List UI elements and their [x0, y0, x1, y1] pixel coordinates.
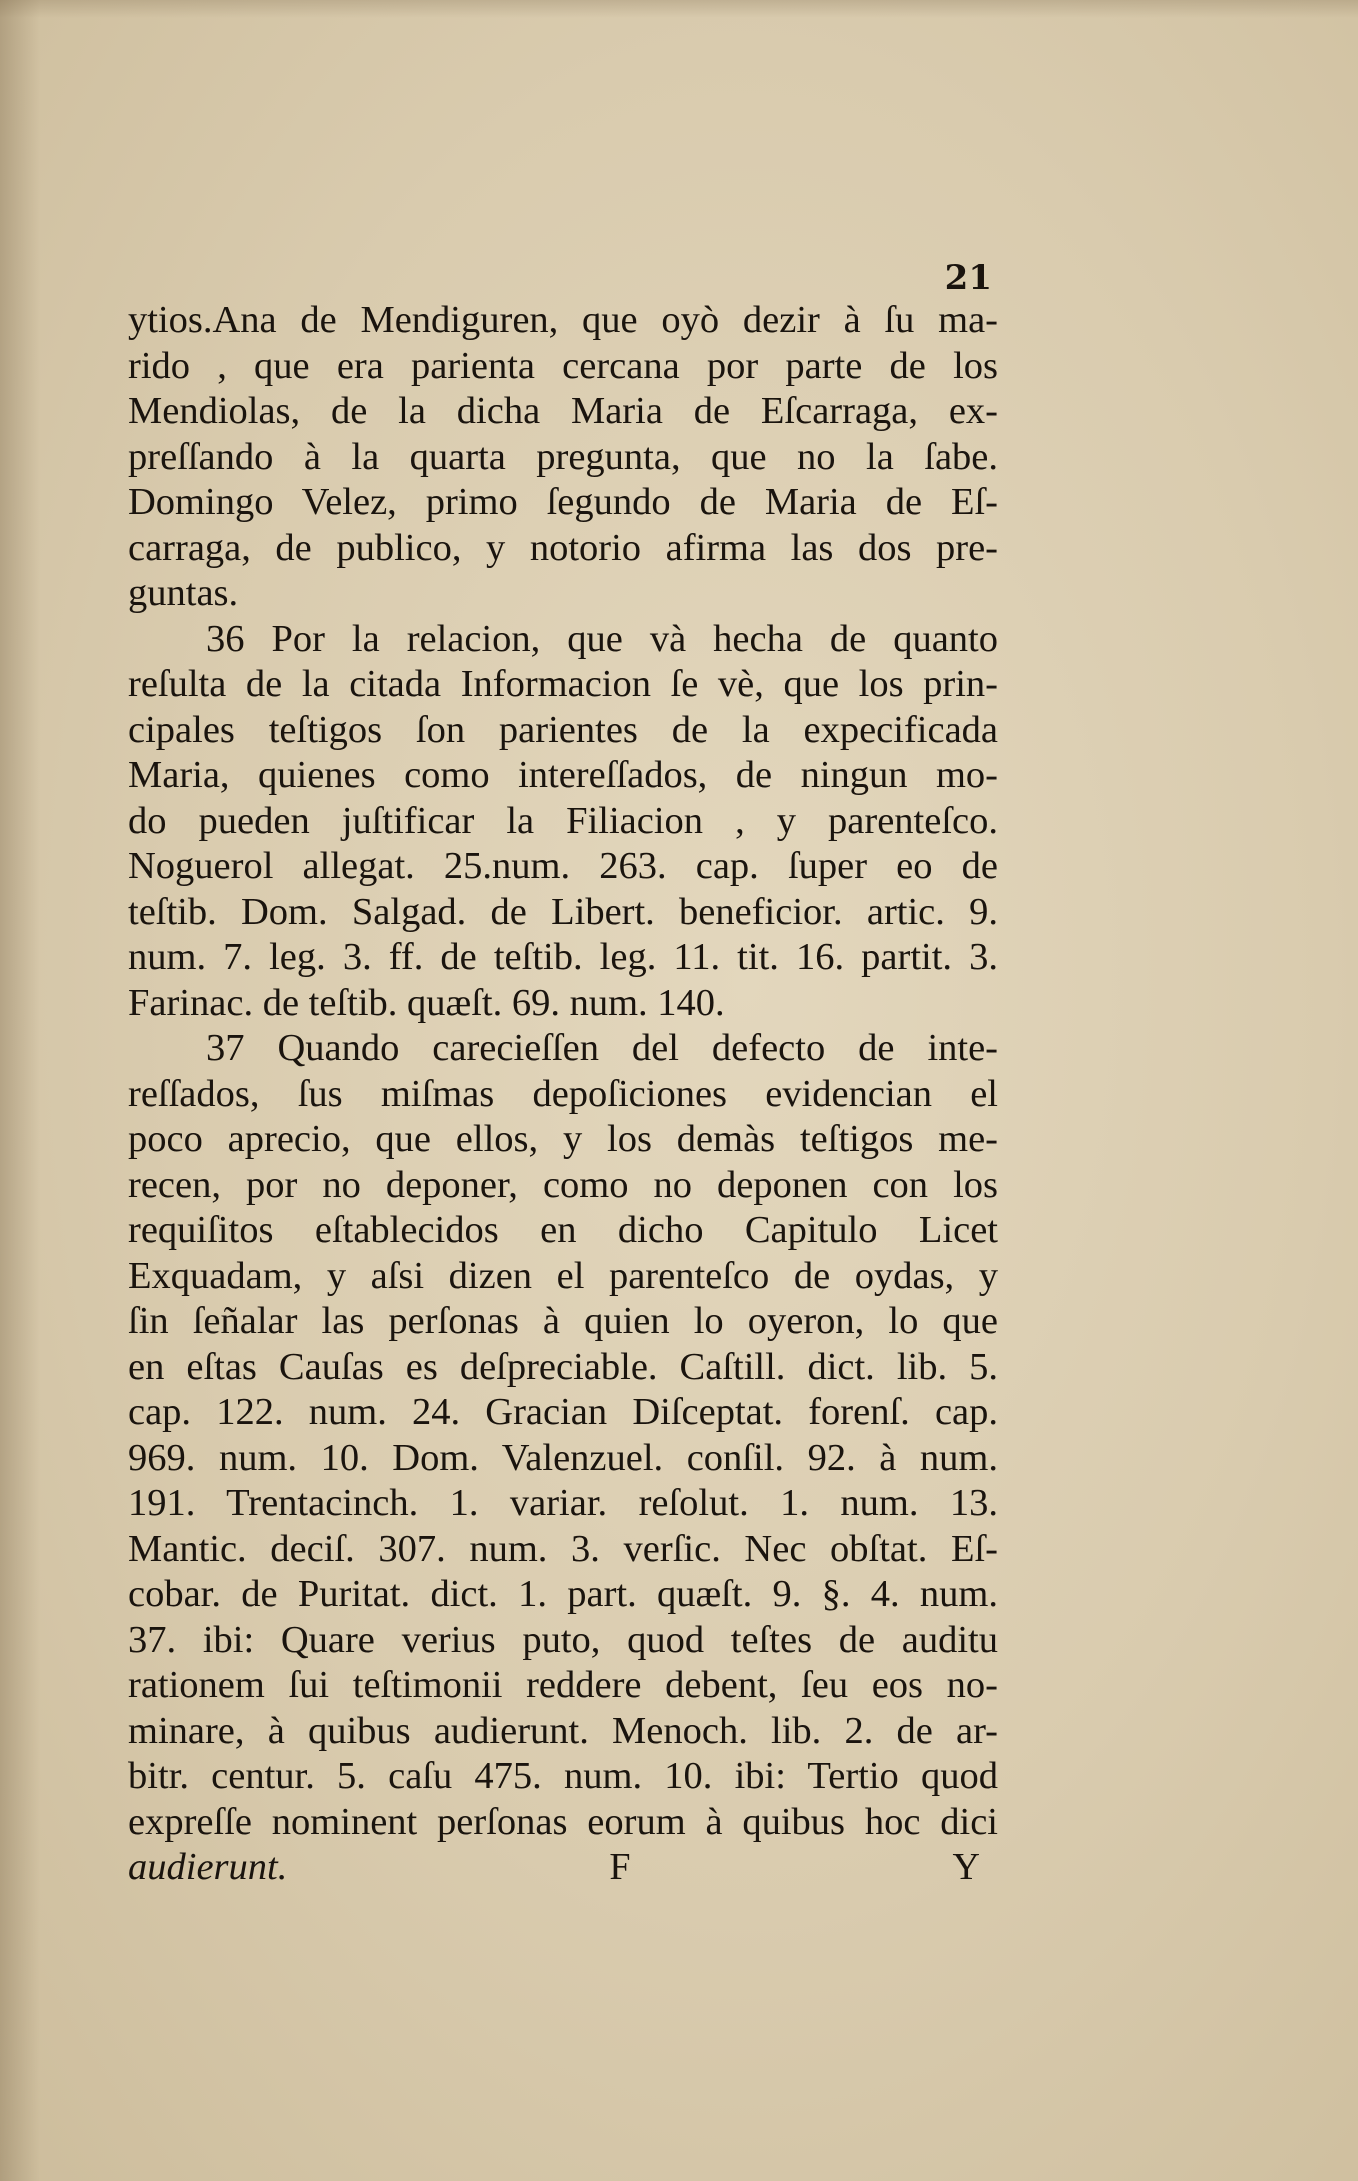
catchword: Y: [952, 1846, 980, 1888]
text-line: guntas.: [128, 572, 239, 614]
page-gutter-shadow: [0, 0, 40, 2181]
text-line: reſſados, ſus miſmas depoſiciones evidencian el: [128, 1072, 998, 1115]
text-line: expreſſe nominent perſonas eorum à quibus hoc dici: [128, 1800, 998, 1843]
text-line: poco aprecio, que ellos, y los demàs teſtigos me-: [128, 1118, 998, 1160]
signature-mark: F: [609, 1846, 631, 1888]
text-line: bitr. centur. 5. caſu 475. num. 10. ibi: Tertio quod: [128, 1755, 998, 1797]
paragraph-36-start: 36 Por la relacion, que và hecha de quanto: [206, 617, 998, 660]
text-line: Maria, quienes como intereſſados, de ningun mo-: [128, 754, 998, 796]
text-line: ſin ſeñalar las perſonas à quien lo oyeron, lo que: [128, 1300, 998, 1342]
final-word: audierunt.: [128, 1846, 288, 1888]
page-footer: [128, 1845, 998, 1891]
text-line: teſtib. Dom. Salgad. de Libert. beneficior. artic. 9.: [128, 890, 998, 933]
paragraph-37-start: 37 Quando carecieſſen del defecto de inte-: [206, 1027, 998, 1069]
text-line: num. 7. leg. 3. ff. de teſtib. leg. 11. tit. 16. partit. 3.: [128, 936, 998, 978]
text-line: Mendiolas, de la dicha Maria de Eſcarraga, ex-: [128, 390, 998, 432]
text-line: 37. ibi: Quare verius puto, quod teſtes de auditu: [128, 1618, 998, 1661]
text-line: do pueden juſtificar la Filiacion , y parenteſco.: [128, 799, 998, 842]
text-line: reſulta de la citada Informacion ſe vè, que los prin-: [128, 663, 998, 705]
text-line: preſſando à la quarta pregunta, que no la ſabe.: [128, 435, 998, 478]
text-line: 191. Trentacinch. 1. variar. reſolut. 1. num. 13.: [128, 1482, 998, 1524]
text-line: Noguerol allegat. 25.num. 263. cap. ſuper eo de: [128, 845, 998, 887]
text-line: recen, por no deponer, como no deponen con los: [128, 1163, 998, 1206]
body-text: [128, 298, 998, 1891]
text-line: rido , que era parienta cercana por parte de los: [128, 344, 998, 387]
page-number: 21: [944, 258, 992, 298]
text-line: ytios.Ana de Mendiguren, que oyò dezir à ſu ma-: [128, 299, 998, 341]
text-line: 969. num. 10. Dom. Valenzuel. conſil. 92. à num.: [128, 1436, 998, 1479]
text-line: Domingo Velez, primo ſegundo de Maria de Eſ-: [128, 481, 998, 523]
text-line: en eſtas Cauſas es deſpreciable. Caſtill. dict. lib. 5.: [128, 1345, 998, 1388]
text-line: Mantic. deciſ. 307. num. 3. verſic. Nec obſtat. Eſ-: [128, 1527, 998, 1570]
text-line: cipales teſtigos ſon parientes de la expecificada: [128, 708, 998, 751]
text-line: minare, à quibus audierunt. Menoch. lib. 2. de ar-: [128, 1709, 998, 1752]
text-line: cobar. de Puritat. dict. 1. part. quæſt. 9. §. 4. num.: [128, 1573, 998, 1615]
text-line: requiſitos eſtablecidos en dicho Capitulo Licet: [128, 1209, 998, 1251]
text-line: cap. 122. num. 24. Gracian Diſceptat. forenſ. cap.: [128, 1391, 998, 1433]
page-top-edge: [0, 0, 1358, 18]
text-line: Exquadam, y aſsi dizen el parenteſco de oydas, y: [128, 1254, 998, 1297]
text-line: carraga, de publico, y notorio afirma las dos pre-: [128, 526, 998, 569]
text-line: Farinac. de teſtib. quæſt. 69. num. 140.: [128, 981, 725, 1024]
text-line: rationem ſui teſtimonii reddere debent, ſeu eos no-: [128, 1664, 998, 1706]
